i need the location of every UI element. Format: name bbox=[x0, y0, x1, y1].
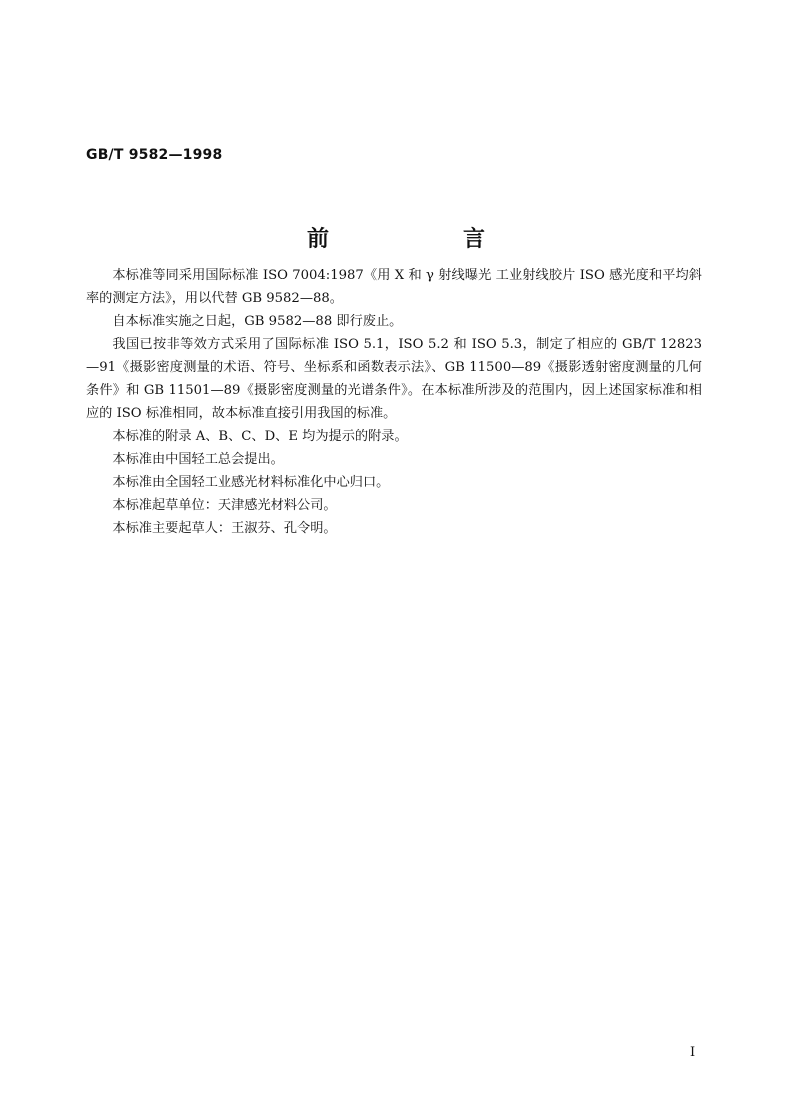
foreword-body bbox=[86, 264, 702, 540]
paragraph-drafters: 本标准主要起草人：王淑芬、孔令明。 bbox=[112, 521, 337, 536]
paragraph-references: 我国已按非等效方式采用了国际标准 ISO 5.1，ISO 5.2 和 ISO 5.3，制定了相应的 GB/T 12823—91《摄影密度测量的术语、符号、坐标系和函数表示法》、GB 11500—89《摄影透射密度测量的几何条件》和 GB 11501—89《摄影密度测量的光谱条件》。在本标准所涉及的范围内，因上述国家标准和相应的 ISO 标准相同，故本标准直接引用我国的标准。 bbox=[86, 337, 702, 421]
paragraph-adoption: 本标准等同采用国际标准 ISO 7004:1987《用 X 和 γ 射线曝光 工业射线胶片 ISO 感光度和平均斜率的测定方法》，用以代替 GB 9582—88。 bbox=[86, 268, 702, 306]
standard-number: GB/T 9582—1998 bbox=[86, 147, 223, 163]
paragraph-annexes: 本标准的附录 A、B、C、D、E 均为提示的附录。 bbox=[112, 429, 408, 444]
section-title: 前 言 bbox=[306, 227, 541, 252]
page-number: I bbox=[690, 1045, 696, 1060]
paragraph-centralized: 本标准由全国轻工业感光材料标准化中心归口。 bbox=[112, 475, 390, 490]
paragraph-proposer: 本标准由中国轻工总会提出。 bbox=[112, 452, 284, 467]
paragraph-drafting-unit: 本标准起草单位：天津感光材料公司。 bbox=[112, 498, 337, 513]
paragraph-supersede: 自本标准实施之日起，GB 9582—88 即行废止。 bbox=[112, 314, 403, 329]
